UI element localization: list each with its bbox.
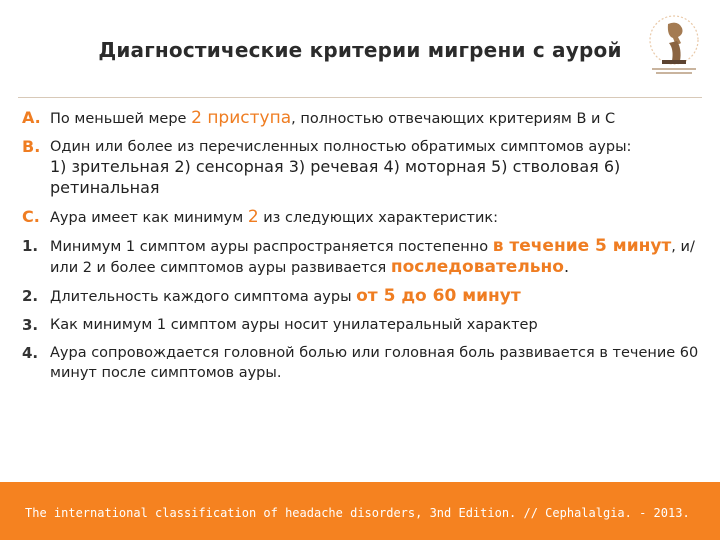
characteristic-2 — [22, 286, 702, 307]
characteristic-4 — [22, 343, 702, 383]
characteristic-3 — [22, 315, 702, 335]
characteristic-marker: 1. — [22, 237, 39, 255]
characteristic-highlight: последовательно — [390, 257, 564, 277]
characteristic-text: Минимум 1 симптом ауры распространяется постепенно — [50, 239, 493, 255]
criterion-marker: B. — [22, 137, 41, 156]
characteristic-text: Длительность каждого симптома ауры — [50, 289, 357, 305]
footer-bar — [0, 482, 720, 540]
characteristic-highlight: от 5 до 60 минут — [356, 286, 521, 306]
characteristic-marker: 3. — [22, 316, 39, 334]
title-divider — [18, 97, 702, 98]
characteristic-text: Аура сопровождается головной болью или головная боль развивается в течение 60 минут после симптомов ауры. — [50, 345, 699, 381]
criterion-text: из следующих характеристик: — [258, 210, 499, 226]
headache-figure-logo-icon — [638, 10, 710, 80]
characteristic-text: Как минимум 1 симптом ауры носит унилатеральный характер — [50, 317, 538, 333]
criteria-list — [22, 108, 702, 391]
characteristic-marker: 4. — [22, 344, 39, 362]
criterion-text: Аура имеет как минимум — [50, 210, 248, 226]
aura-symptom-list: 1) зрительная 2) сенсорная 3) речевая 4) моторная 5) стволовая 6) ретинальная — [50, 157, 621, 197]
characteristic-text: . — [563, 257, 570, 276]
criterion-highlight: 2 приступа — [191, 108, 292, 128]
characteristic-1 — [22, 236, 702, 278]
citation-text: The international classification of headache disorders, 3nd Edition. // Cephalalgia. - 2013. — [25, 506, 690, 520]
characteristic-highlight: в течение 5 минут — [492, 236, 672, 256]
criterion-text: По меньшей мере — [50, 111, 192, 127]
criterion-marker: A. — [22, 108, 41, 127]
criterion-a — [22, 108, 702, 129]
characteristic-marker: 2. — [22, 287, 39, 305]
criterion-highlight: 2 — [247, 207, 259, 227]
criterion-text: , полностью отвечающих критериям В и С — [291, 111, 616, 127]
criterion-text: Один или более из перечисленных полностью обратимых симптомов ауры: — [50, 139, 632, 155]
page-title: Диагностические критерии мигрени с аурой — [98, 38, 622, 62]
criterion-b — [22, 137, 702, 199]
characteristic-text: , и/или 2 и более симптомов ауры развивается — [50, 239, 695, 276]
criterion-c — [22, 207, 702, 228]
criterion-marker: C. — [22, 207, 40, 226]
